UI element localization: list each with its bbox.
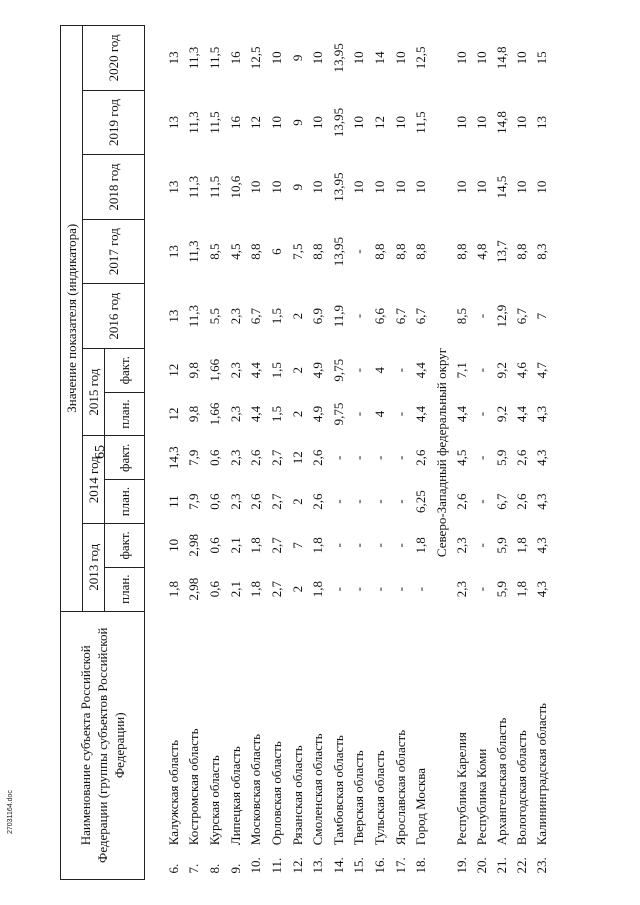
value-cell: 2,6	[248, 493, 264, 510]
value-cell: 1,66	[207, 358, 223, 382]
value-cell: 4,4	[248, 405, 264, 423]
value-cell: -	[330, 499, 346, 504]
indicator-table	[60, 25, 552, 880]
value-cell: -	[351, 313, 367, 319]
value-cell: 10	[473, 51, 489, 65]
value-cell: 1,8	[310, 581, 326, 598]
value-cell: -	[330, 543, 346, 548]
subject-name: Ярославская область	[392, 729, 408, 846]
value-cell: 10,6	[227, 175, 243, 199]
value-cell: 9	[289, 183, 305, 191]
row-number: 21.	[494, 857, 510, 874]
value-cell: 1,8	[514, 581, 530, 598]
year-2018-header: 2018 год	[83, 155, 145, 220]
value-cell: 7,9	[186, 449, 202, 466]
row-number: 6.	[165, 863, 181, 874]
value-cell: 12	[372, 116, 388, 130]
value-cell: 6,7	[413, 307, 429, 325]
value-cell: 2,7	[268, 537, 284, 554]
value-cell: 9	[289, 119, 305, 126]
value-cell: 1,8	[310, 537, 326, 554]
value-cell: 16	[227, 51, 243, 65]
value-cell: 1,8	[514, 537, 530, 554]
value-cell: 4	[372, 366, 388, 374]
value-cell: 9,75	[330, 402, 346, 426]
value-cell: 2,1	[227, 581, 243, 598]
value-cell: -	[372, 499, 388, 504]
year-2016-header: 2016 год	[83, 284, 145, 349]
value-cell: 9,2	[494, 405, 510, 423]
value-cell: 14,3	[165, 446, 181, 470]
value-cell: 10	[473, 180, 489, 194]
row-number: 23.	[534, 857, 550, 874]
value-cell: 15	[534, 51, 550, 65]
value-cell: 10	[372, 180, 388, 194]
plan-header: план.	[105, 480, 145, 524]
value-cell: -	[473, 313, 489, 319]
year-2014-header: 2014 год	[83, 436, 105, 524]
value-cell: 2,3	[453, 537, 469, 554]
row-number: 20.	[473, 857, 489, 874]
value-cell: 1,5	[268, 405, 284, 423]
table-row	[390, 26, 411, 880]
value-cell: -	[392, 368, 408, 373]
value-cell: -	[392, 586, 408, 592]
value-cell: 10	[248, 180, 264, 194]
value-cell: 10	[514, 116, 530, 130]
value-cell: 2	[289, 312, 305, 320]
value-cell: 2,6	[310, 493, 326, 510]
table-body-central	[145, 26, 432, 880]
value-cell: -	[473, 543, 489, 548]
value-cell: -	[413, 586, 429, 592]
subject-name: Курская область	[207, 755, 223, 846]
year-2020-header: 2020 год	[83, 26, 145, 91]
value-cell: 4,4	[413, 405, 429, 423]
value-cell: 1,8	[248, 537, 264, 554]
value-cell: 13	[165, 180, 181, 194]
value-cell: 2,7	[268, 449, 284, 466]
value-cell: 9,75	[330, 358, 346, 382]
value-cell: 9,2	[494, 362, 510, 379]
indicator-value-header: Значение показателя (индикатора)	[61, 26, 83, 612]
value-cell: 8,8	[372, 243, 388, 260]
value-cell: 10	[310, 116, 326, 130]
value-cell: 11,3	[186, 175, 202, 199]
value-cell: 11	[165, 495, 181, 508]
footer-file-code: 27031164.doc	[7, 790, 14, 834]
value-cell: 0,6	[207, 537, 223, 554]
table-row	[532, 26, 552, 880]
value-cell: -	[473, 368, 489, 373]
value-cell: 8,5	[453, 307, 469, 325]
row-number: 11.	[268, 857, 284, 874]
value-cell: 2,3	[227, 362, 243, 379]
value-cell: 10	[514, 51, 530, 65]
subject-name: Тверская область	[351, 750, 367, 846]
value-cell: 1,8	[248, 581, 264, 598]
value-cell: 10	[453, 180, 469, 194]
value-cell: 4,8	[473, 243, 489, 260]
value-cell: -	[351, 411, 367, 417]
value-cell: 13	[165, 245, 181, 259]
value-cell: 1,66	[207, 402, 223, 426]
fact-header: факт.	[105, 523, 145, 567]
value-cell: 8,8	[248, 243, 264, 260]
value-cell: 13,95	[330, 172, 346, 202]
value-cell: 4,3	[534, 493, 550, 510]
value-cell: -	[392, 455, 408, 460]
subject-name: Костромская область	[186, 728, 202, 846]
value-cell: 10	[165, 538, 181, 552]
value-cell: 10	[514, 180, 530, 194]
value-cell: -	[392, 411, 408, 417]
value-cell: 13	[534, 116, 550, 130]
subject-name: Республика Карелия	[453, 732, 469, 846]
value-cell: -	[351, 586, 367, 592]
subject-name: Липецкая область	[227, 746, 243, 846]
value-cell: 10	[534, 180, 550, 194]
table-body-northwest	[451, 26, 552, 880]
table-row	[287, 26, 308, 880]
value-cell: 10	[268, 116, 284, 130]
subject-name: Тульская область	[372, 750, 388, 846]
value-cell: 12,5	[413, 46, 429, 70]
value-cell: 11,3	[186, 46, 202, 70]
value-cell: 11,5	[413, 111, 429, 134]
value-cell: 10	[453, 51, 469, 65]
value-cell: 2	[289, 585, 305, 593]
value-cell: 0,6	[207, 581, 223, 598]
subject-name: Калужская область	[165, 739, 181, 846]
subject-name: Республика Коми	[473, 748, 489, 846]
subject-name-header: Наименование субъекта Российской Федерации (группы субъектов Российской Федерации)	[61, 611, 145, 879]
subject-name: Орловская область	[268, 741, 284, 846]
value-cell: 10	[473, 116, 489, 130]
value-cell: -	[351, 249, 367, 254]
value-cell: -	[392, 543, 408, 548]
value-cell: 2,6	[248, 449, 264, 466]
value-cell: 6,9	[310, 307, 326, 325]
value-cell: 1,8	[165, 581, 181, 598]
value-cell: 4,7	[534, 362, 550, 379]
value-cell: 14,8	[494, 46, 510, 70]
value-cell: 10	[268, 180, 284, 194]
table-row	[512, 26, 532, 880]
value-cell: 8,8	[514, 243, 530, 260]
value-cell: 4,4	[514, 405, 530, 423]
value-cell: 4,4	[453, 405, 469, 423]
value-cell: 11,3	[186, 111, 202, 134]
table-row	[266, 26, 287, 880]
value-cell: 10	[392, 116, 408, 130]
value-cell: 5,9	[494, 449, 510, 466]
value-cell: 6	[268, 248, 284, 255]
subject-name: Рязанская область	[289, 745, 305, 846]
table-row	[184, 26, 205, 880]
value-cell: 11,5	[207, 175, 223, 199]
value-cell: 4,9	[310, 362, 326, 379]
fact-header: факт.	[105, 436, 145, 480]
value-cell: 4,3	[534, 581, 550, 598]
value-cell: 5,5	[207, 307, 223, 325]
subject-name: Смоленская область	[310, 733, 326, 846]
value-cell: 10	[392, 180, 408, 194]
value-cell: 2,7	[268, 493, 284, 510]
value-cell: -	[351, 455, 367, 460]
value-cell: 8,8	[392, 243, 408, 260]
value-cell: 2,3	[227, 405, 243, 423]
value-cell: -	[392, 499, 408, 504]
subject-name: Тамбовская область	[330, 735, 346, 846]
value-cell: -	[330, 455, 346, 460]
value-cell: 4,3	[534, 405, 550, 423]
year-2017-header: 2017 год	[83, 219, 145, 284]
table-row	[225, 26, 246, 880]
table-row	[349, 26, 370, 880]
value-cell: 4,3	[534, 537, 550, 554]
table-row	[163, 26, 184, 880]
value-cell: 7,9	[186, 493, 202, 510]
value-cell: -	[372, 543, 388, 548]
value-cell: 4,3	[534, 449, 550, 466]
value-cell: -	[372, 455, 388, 460]
table-row	[328, 26, 349, 880]
value-cell: -	[473, 455, 489, 460]
year-2013-header: 2013 год	[83, 523, 105, 611]
row-number: 9.	[227, 863, 243, 874]
section-group	[431, 26, 451, 880]
value-cell: 13	[165, 51, 181, 65]
value-cell: 1,5	[268, 362, 284, 379]
rotated-table-container	[60, 25, 552, 880]
table-row	[451, 26, 471, 880]
value-cell: 10	[351, 180, 367, 194]
section-title: Северо-Западный федеральный округ	[433, 347, 449, 558]
value-cell: 6,7	[514, 307, 530, 325]
value-cell: 2,98	[186, 577, 202, 601]
value-cell: 2,3	[227, 449, 243, 466]
value-cell: 13	[165, 116, 181, 130]
value-cell: 9,8	[186, 405, 202, 423]
value-cell: 11,3	[186, 240, 202, 263]
value-cell: 8,8	[413, 243, 429, 260]
row-number: 22.	[514, 857, 530, 874]
row-number: 8.	[207, 863, 223, 874]
value-cell: 13,95	[330, 236, 346, 267]
row-number: 19.	[453, 857, 469, 874]
value-cell: 4,9	[310, 405, 326, 423]
row-number: 12.	[289, 857, 305, 874]
value-cell: 2	[289, 366, 305, 374]
value-cell: 4	[372, 410, 388, 418]
row-number: 16.	[372, 857, 388, 874]
value-cell: 2,98	[186, 533, 202, 557]
value-cell: -	[473, 586, 489, 592]
value-cell: 10	[413, 180, 429, 194]
table-row	[204, 26, 225, 880]
value-cell: 14	[372, 51, 388, 65]
value-cell: 2,6	[413, 449, 429, 466]
value-cell: 4,5	[453, 449, 469, 466]
value-cell: -	[351, 543, 367, 548]
value-cell: 4,5	[227, 243, 243, 260]
subject-name: Город Москва	[413, 768, 429, 846]
value-cell: 8,3	[534, 243, 550, 260]
value-cell: 2,3	[453, 581, 469, 598]
table-row	[471, 26, 491, 880]
value-cell: 13,95	[330, 107, 346, 138]
value-cell: 10	[268, 51, 284, 65]
value-cell: 7,1	[453, 362, 469, 379]
value-cell: 8,5	[207, 243, 223, 260]
value-cell: 7,5	[289, 243, 305, 260]
value-cell: 9,8	[186, 362, 202, 379]
value-cell: 14,8	[494, 111, 510, 134]
value-cell: 12	[165, 363, 181, 377]
value-cell: -	[330, 586, 346, 592]
value-cell: 10	[351, 51, 367, 65]
value-cell: 7	[534, 312, 550, 320]
value-cell: 11,5	[207, 111, 223, 134]
value-cell: 0,6	[207, 493, 223, 510]
value-cell: 8,8	[453, 243, 469, 260]
subject-name: Московская область	[248, 733, 264, 846]
table-row	[492, 26, 512, 880]
value-cell: 2,6	[310, 449, 326, 466]
year-2015-header: 2015 год	[83, 348, 105, 436]
value-cell: 12	[165, 407, 181, 421]
value-cell: 10	[453, 116, 469, 130]
value-cell: 5,9	[494, 537, 510, 554]
value-cell: 6,6	[372, 307, 388, 325]
value-cell: 6,7	[494, 493, 510, 510]
value-cell: 2,1	[227, 537, 243, 554]
value-cell: 2,3	[227, 493, 243, 510]
spacer-row	[145, 26, 164, 880]
table-row	[411, 26, 432, 880]
value-cell: 12,5	[248, 46, 264, 70]
value-cell: 6,7	[248, 307, 264, 325]
value-cell: 8,8	[310, 243, 326, 260]
value-cell: 10	[392, 51, 408, 65]
row-number: 7.	[186, 863, 202, 874]
value-cell: 12	[289, 451, 305, 465]
value-cell: 2,6	[514, 449, 530, 466]
value-cell: 11,9	[330, 304, 346, 328]
value-cell: -	[473, 411, 489, 417]
value-cell: 7	[289, 542, 305, 549]
value-cell: 12,9	[494, 304, 510, 328]
value-cell: 12	[248, 116, 264, 130]
table-row	[246, 26, 267, 880]
row-number: 15.	[351, 857, 367, 874]
value-cell: 6,25	[413, 490, 429, 513]
subject-name: Вологодская область	[514, 730, 530, 846]
value-cell: 14,5	[494, 175, 510, 199]
value-cell: 0,6	[207, 449, 223, 466]
value-cell: 2,6	[514, 493, 530, 510]
row-number: 10.	[248, 857, 264, 874]
subject-name: Архангельская область	[494, 717, 510, 846]
value-cell: 2	[289, 410, 305, 418]
value-cell: 13	[165, 309, 181, 323]
value-cell: 2,7	[268, 581, 284, 598]
row-number: 13.	[310, 857, 326, 874]
value-cell: 1,8	[413, 537, 429, 554]
value-cell: 4,4	[248, 362, 264, 379]
value-cell: -	[473, 499, 489, 504]
plan-header: план.	[105, 567, 145, 611]
fact-header: факт.	[105, 348, 145, 392]
page-number: 65	[93, 445, 108, 459]
value-cell: 13,95	[330, 43, 346, 73]
value-cell: 2,6	[453, 493, 469, 510]
row-number: 14.	[330, 857, 346, 874]
value-cell: 1,5	[268, 307, 284, 325]
table-row	[307, 26, 328, 880]
row-number: 18.	[413, 857, 429, 874]
value-cell: 11,5	[207, 46, 223, 70]
value-cell: 2,3	[227, 307, 243, 325]
year-2019-header: 2019 год	[83, 90, 145, 155]
value-cell: -	[372, 586, 388, 592]
value-cell: 5,9	[494, 581, 510, 598]
value-cell: 13,7	[494, 240, 510, 263]
value-cell: 4,4	[413, 362, 429, 379]
value-cell: 16	[227, 116, 243, 130]
spacer-cell	[145, 26, 164, 880]
value-cell: 10	[351, 116, 367, 130]
value-cell: 11,3	[186, 304, 202, 328]
row-number: 17.	[392, 857, 408, 874]
value-cell: -	[351, 368, 367, 373]
value-cell: 4,6	[514, 362, 530, 379]
value-cell: 9	[289, 54, 305, 62]
value-cell: 2	[289, 498, 305, 505]
value-cell: 10	[310, 180, 326, 194]
value-cell: 10	[310, 51, 326, 65]
value-cell: 6,7	[392, 307, 408, 325]
plan-header: план.	[105, 392, 145, 436]
subject-name: Калининградская область	[534, 703, 550, 846]
value-cell: -	[351, 499, 367, 504]
table-row	[369, 26, 390, 880]
